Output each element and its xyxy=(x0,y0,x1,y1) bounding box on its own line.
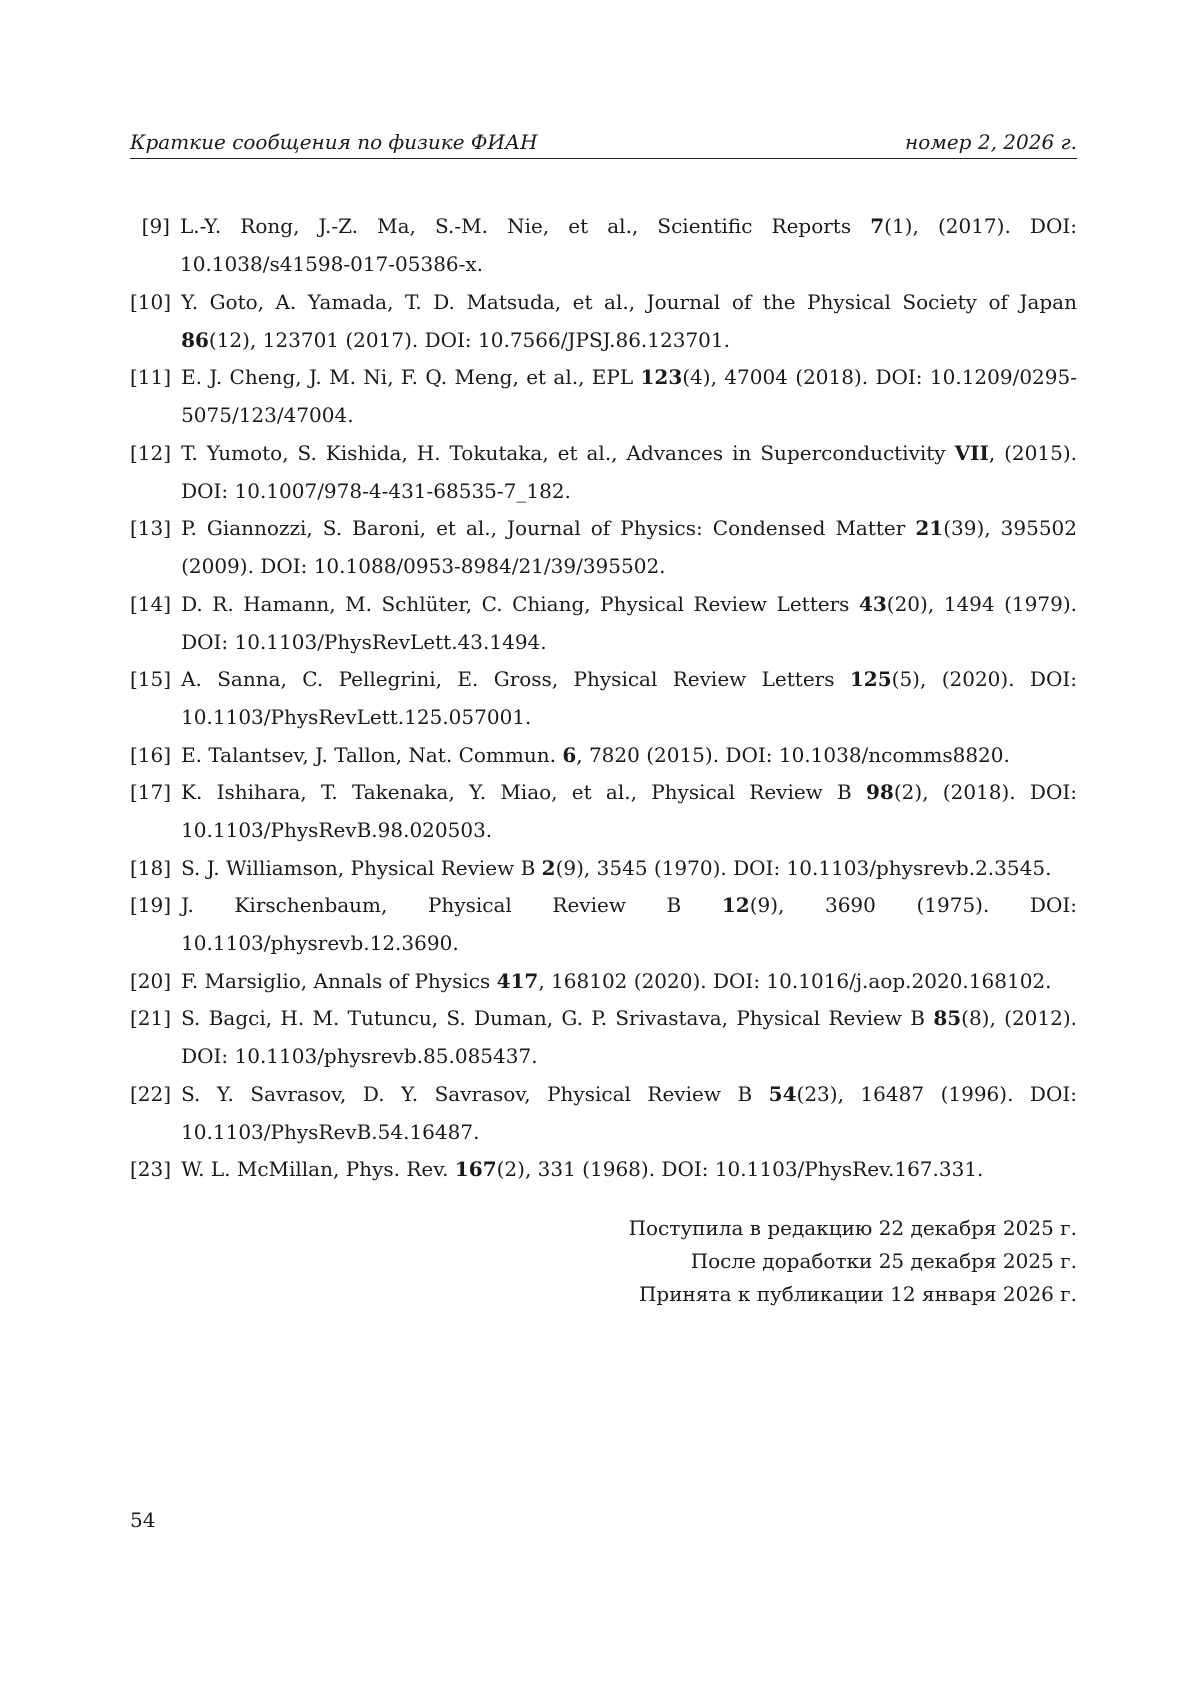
reference-number: [21] xyxy=(130,1006,172,1030)
reference-text: L.-Y. Rong, J.-Z. Ma, S.-M. Nie, et al., Scientific Reports 7(1), (2017). DOI: 10.1038/s41598-017-05386-x. xyxy=(180,214,1077,276)
reference-item xyxy=(130,283,1077,359)
reference-number: [18] xyxy=(130,855,172,880)
reference-item xyxy=(130,999,1077,1075)
issue-info: номер 2, 2026 г. xyxy=(905,130,1077,154)
reference-volume: 125 xyxy=(849,667,892,691)
reference-item xyxy=(130,773,1077,849)
reference-text: D. R. Hamann, M. Schlüter, C. Chiang, Physical Review Letters 43(20), 1494 (1979). DOI: 10.1103/PhysRevLett.43.1494. xyxy=(181,591,1077,654)
reference-item xyxy=(130,358,1077,434)
reference-item xyxy=(130,1075,1077,1151)
reference-text: Y. Goto, A. Yamada, T. D. Matsuda, et al., Journal of the Physical Society of Japan 86(12), 123701 (2017). DOI: 10.7566/JPSJ.86.123701. xyxy=(181,289,1077,352)
reference-volume: 85 xyxy=(933,1006,962,1030)
reference-volume: 7 xyxy=(870,214,885,238)
reference-volume: 21 xyxy=(915,516,944,540)
reference-volume: 167 xyxy=(454,1157,497,1181)
reference-number: [15] xyxy=(130,667,172,691)
received-date: Поступила в редакцию 22 декабря 2025 г. xyxy=(628,1216,1077,1240)
reference-text: T. Yumoto, S. Kishida, H. Tokutaka, et al., Advances in Superconductivity VII, (2015). DOI: 10.1007/978-4-431-68535-7_182. xyxy=(181,440,1077,503)
reference-item xyxy=(130,660,1077,736)
reference-item xyxy=(130,886,1077,962)
reference-text: J. Kirschenbaum, Physical Review B 12(9), 3690 (1975). DOI: 10.1103/physrevb.12.3690. xyxy=(181,893,1078,955)
reference-volume: 12 xyxy=(721,893,750,917)
reference-text: K. Ishihara, T. Takenaka, Y. Miao, et al., Physical Review B 98(2), (2018). DOI: 10.1103/PhysRevB.98.020503. xyxy=(181,780,1077,842)
reference-item xyxy=(130,434,1077,510)
reference-volume: VII xyxy=(954,440,989,465)
running-header xyxy=(130,130,1077,159)
reference-number: [12] xyxy=(130,440,172,465)
accepted-date: Принята к публикации 12 января 2026 г. xyxy=(638,1282,1077,1306)
page-number: 54 xyxy=(130,1508,156,1532)
reference-number: [22] xyxy=(130,1081,172,1106)
journal-title: Краткие сообщения по физике ФИАН xyxy=(130,130,538,154)
reference-number: [10] xyxy=(130,289,172,314)
reference-number: [14] xyxy=(130,591,172,616)
reference-item xyxy=(130,962,1077,1000)
reference-number: [11] xyxy=(130,365,172,389)
reference-item xyxy=(130,1150,1077,1188)
reference-volume: 54 xyxy=(768,1081,797,1106)
reference-text: S. J. Williamson, Physical Review B 2(9), 3545 (1970). DOI: 10.1103/physrevb.2.3545. xyxy=(181,855,1052,880)
reference-text: A. Sanna, C. Pellegrini, E. Gross, Physical Review Letters 125(5), (2020). DOI: 10.1103/PhysRevLett.125.057001. xyxy=(181,667,1078,729)
reference-number: [17] xyxy=(130,780,172,804)
reference-number: [9] xyxy=(141,214,170,238)
reference-volume: 6 xyxy=(562,742,577,767)
reference-text: S. Bagci, H. M. Tutuncu, S. Duman, G. P. Srivastava, Physical Review B 85(8), (2012). DOI: 10.1103/physrevb.85.085437. xyxy=(181,1006,1078,1068)
reference-text: E. J. Cheng, J. M. Ni, F. Q. Meng, et al., EPL 123(4), 47004 (2018). DOI: 10.1209/0295-5075/123/47004. xyxy=(181,365,1077,427)
reference-item xyxy=(130,585,1077,661)
revised-date: После доработки 25 декабря 2025 г. xyxy=(690,1249,1077,1273)
reference-item xyxy=(130,849,1077,887)
reference-volume: 98 xyxy=(866,780,894,804)
reference-volume: 86 xyxy=(181,327,209,352)
reference-number: [16] xyxy=(130,742,172,767)
reference-volume: 123 xyxy=(640,365,683,389)
reference-text: E. Talantsev, J. Tallon, Nat. Commun. 6, 7820 (2015). DOI: 10.1038/ncomms8820. xyxy=(181,742,1010,767)
reference-number: [20] xyxy=(130,968,172,993)
reference-list xyxy=(130,207,1077,1188)
reference-item xyxy=(130,509,1077,585)
reference-number: [19] xyxy=(130,893,172,917)
reference-number: [13] xyxy=(130,516,172,540)
reference-text: W. L. McMillan, Phys. Rev. 167(2), 331 (1968). DOI: 10.1103/PhysRev.167.331. xyxy=(181,1157,984,1181)
reference-item xyxy=(130,207,1077,283)
reference-volume: 43 xyxy=(858,591,887,616)
reference-volume: 2 xyxy=(541,855,556,880)
reference-text: F. Marsiglio, Annals of Physics 417, 168102 (2020). DOI: 10.1016/j.aop.2020.168102. xyxy=(181,968,1052,993)
submission-dates xyxy=(629,1212,1077,1311)
reference-text: S. Y. Savrasov, D. Y. Savrasov, Physical Review B 54(23), 16487 (1996). DOI: 10.1103/PhysRevB.54.16487. xyxy=(181,1081,1077,1144)
reference-number: [23] xyxy=(130,1157,172,1181)
reference-item xyxy=(130,736,1077,774)
reference-volume: 417 xyxy=(496,968,539,993)
reference-text: P. Giannozzi, S. Baroni, et al., Journal of Physics: Condensed Matter 21(39), 395502 (2009). DOI: 10.1088/0953-8984/21/39/395502. xyxy=(181,516,1077,578)
